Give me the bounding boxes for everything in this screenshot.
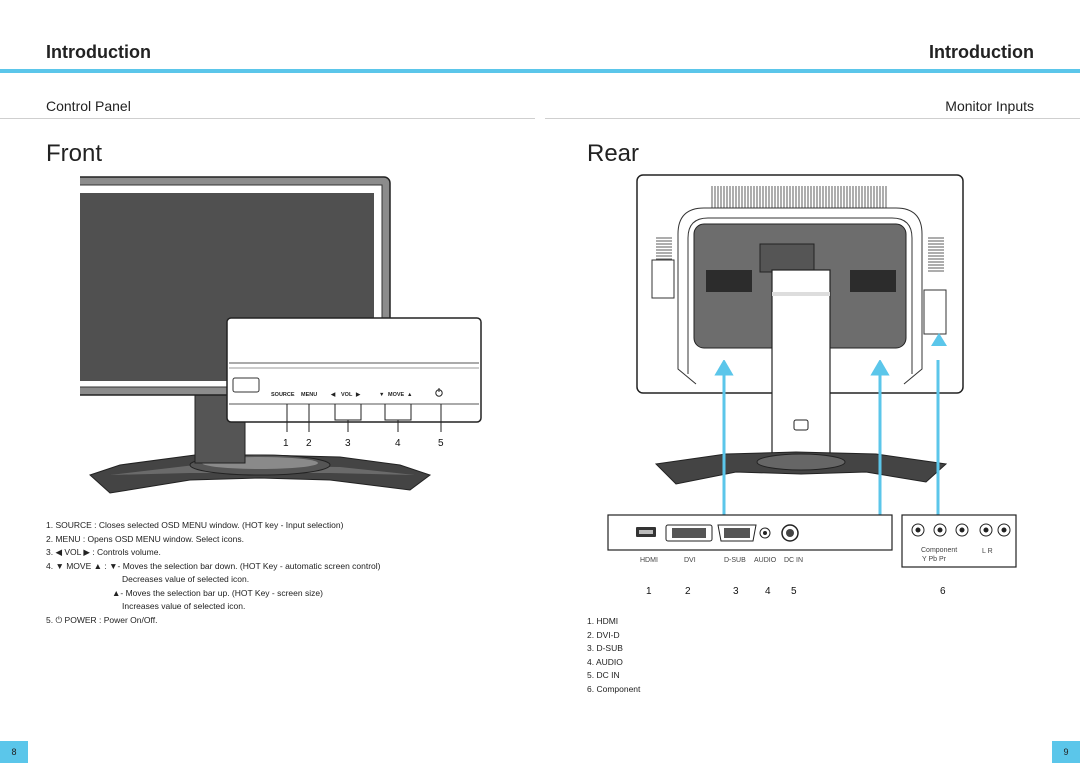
dsub-label: D-SUB [724, 557, 746, 564]
page-number-left: 8 [0, 741, 28, 763]
front-item-vol: 3. ◀ VOL ▶ : Controls volume. [46, 547, 161, 557]
rear-item-audio: 4. AUDIO [587, 656, 623, 667]
front-callout-1: 1 [283, 438, 289, 449]
front-item-move: 4. ▼ MOVE ▲ : ▼- Moves the selection bar down. (HOT Key - automatic screen control) [46, 560, 381, 571]
dvi-port [666, 525, 712, 541]
page-number-right: 9 [1052, 741, 1080, 763]
right-rule [545, 118, 1080, 119]
move-up-icon: ▲ [407, 392, 413, 398]
ir-sensor-window [233, 378, 259, 392]
component-arrow-head [930, 332, 950, 352]
left-rule [0, 118, 535, 119]
right-header: Introduction [929, 42, 1034, 62]
front-item-move-up-detail: Increases value of selected icon. [122, 601, 246, 611]
front-callout-2: 2 [306, 438, 312, 449]
rear-left-vent-slot [706, 270, 752, 292]
front-item-move-up: ▲- Moves the selection bar up. (HOT Key - screen size) [112, 587, 323, 598]
rear-item-dcin: 5. DC IN [587, 670, 620, 680]
rear-title: Rear [587, 140, 640, 167]
component-label: Component [921, 547, 958, 554]
rear-callout-6: 6 [940, 586, 946, 597]
dc-in-label: DC IN [784, 557, 804, 564]
vol-right-icon: ▶ [356, 392, 361, 398]
front-item-move-down-detail: Decreases value of selected icon. [122, 574, 250, 584]
front-item-source: 1. SOURCE : Closes selected OSD MENU window. (HOT key - Input selection) [46, 520, 344, 530]
component-ypbpr-label: Y Pb Pr [922, 556, 946, 563]
dvi-label: DVI [684, 557, 696, 564]
front-callout-4: 4 [395, 438, 401, 449]
dsub-port [718, 525, 756, 541]
component-lr-label: L R [982, 548, 993, 555]
rear-callout-5: 5 [791, 586, 797, 597]
menu-key-label: MENU [301, 392, 318, 398]
rear-description-list [587, 615, 640, 696]
front-item-power: 5. ⏻ POWER : Power On/Off. [46, 614, 158, 625]
rear-item-hdmi: 1. HDMI [587, 616, 619, 626]
rear-right-vent-slot [850, 270, 896, 292]
left-section-title: Control Panel [46, 98, 131, 114]
move-key-label: MOVE [388, 392, 405, 398]
control-panel-zoom [225, 316, 485, 456]
front-item-menu: 2. MENU : Opens OSD MENU window. Select icons. [46, 533, 244, 544]
move-down-icon: ▼ [379, 392, 385, 398]
source-key-label: SOURCE [271, 392, 295, 398]
monitor-base [90, 455, 430, 493]
front-title: Front [46, 140, 103, 167]
rear-item-dvi: 2. DVI-D [587, 629, 620, 640]
front-callout-3: 3 [345, 438, 351, 449]
rear-item-dsub: 3. D-SUB [587, 643, 623, 653]
rear-callout-3: 3 [733, 586, 739, 597]
vesa-mount [760, 244, 814, 272]
vol-key-label: VOL [341, 392, 353, 398]
audio-label: AUDIO [754, 557, 777, 564]
vol-left-icon: ◀ [331, 392, 336, 398]
right-section-title: Monitor Inputs [945, 98, 1034, 114]
rear-callout-4: 4 [765, 586, 771, 597]
accent-bar [0, 69, 1080, 73]
front-callout-5: 5 [438, 438, 444, 449]
rear-callout-2: 2 [685, 586, 691, 597]
audio-port [760, 528, 770, 538]
rear-callout-1: 1 [646, 586, 652, 597]
hdmi-label: HDMI [640, 557, 658, 564]
rear-port-arrows [700, 360, 960, 520]
front-description-list [46, 519, 381, 627]
hdmi-port [636, 527, 656, 537]
dc-in-port [782, 525, 798, 541]
rear-port-panel [604, 513, 1020, 573]
left-header: Introduction [46, 42, 151, 62]
rear-item-component: 6. Component [587, 683, 641, 694]
